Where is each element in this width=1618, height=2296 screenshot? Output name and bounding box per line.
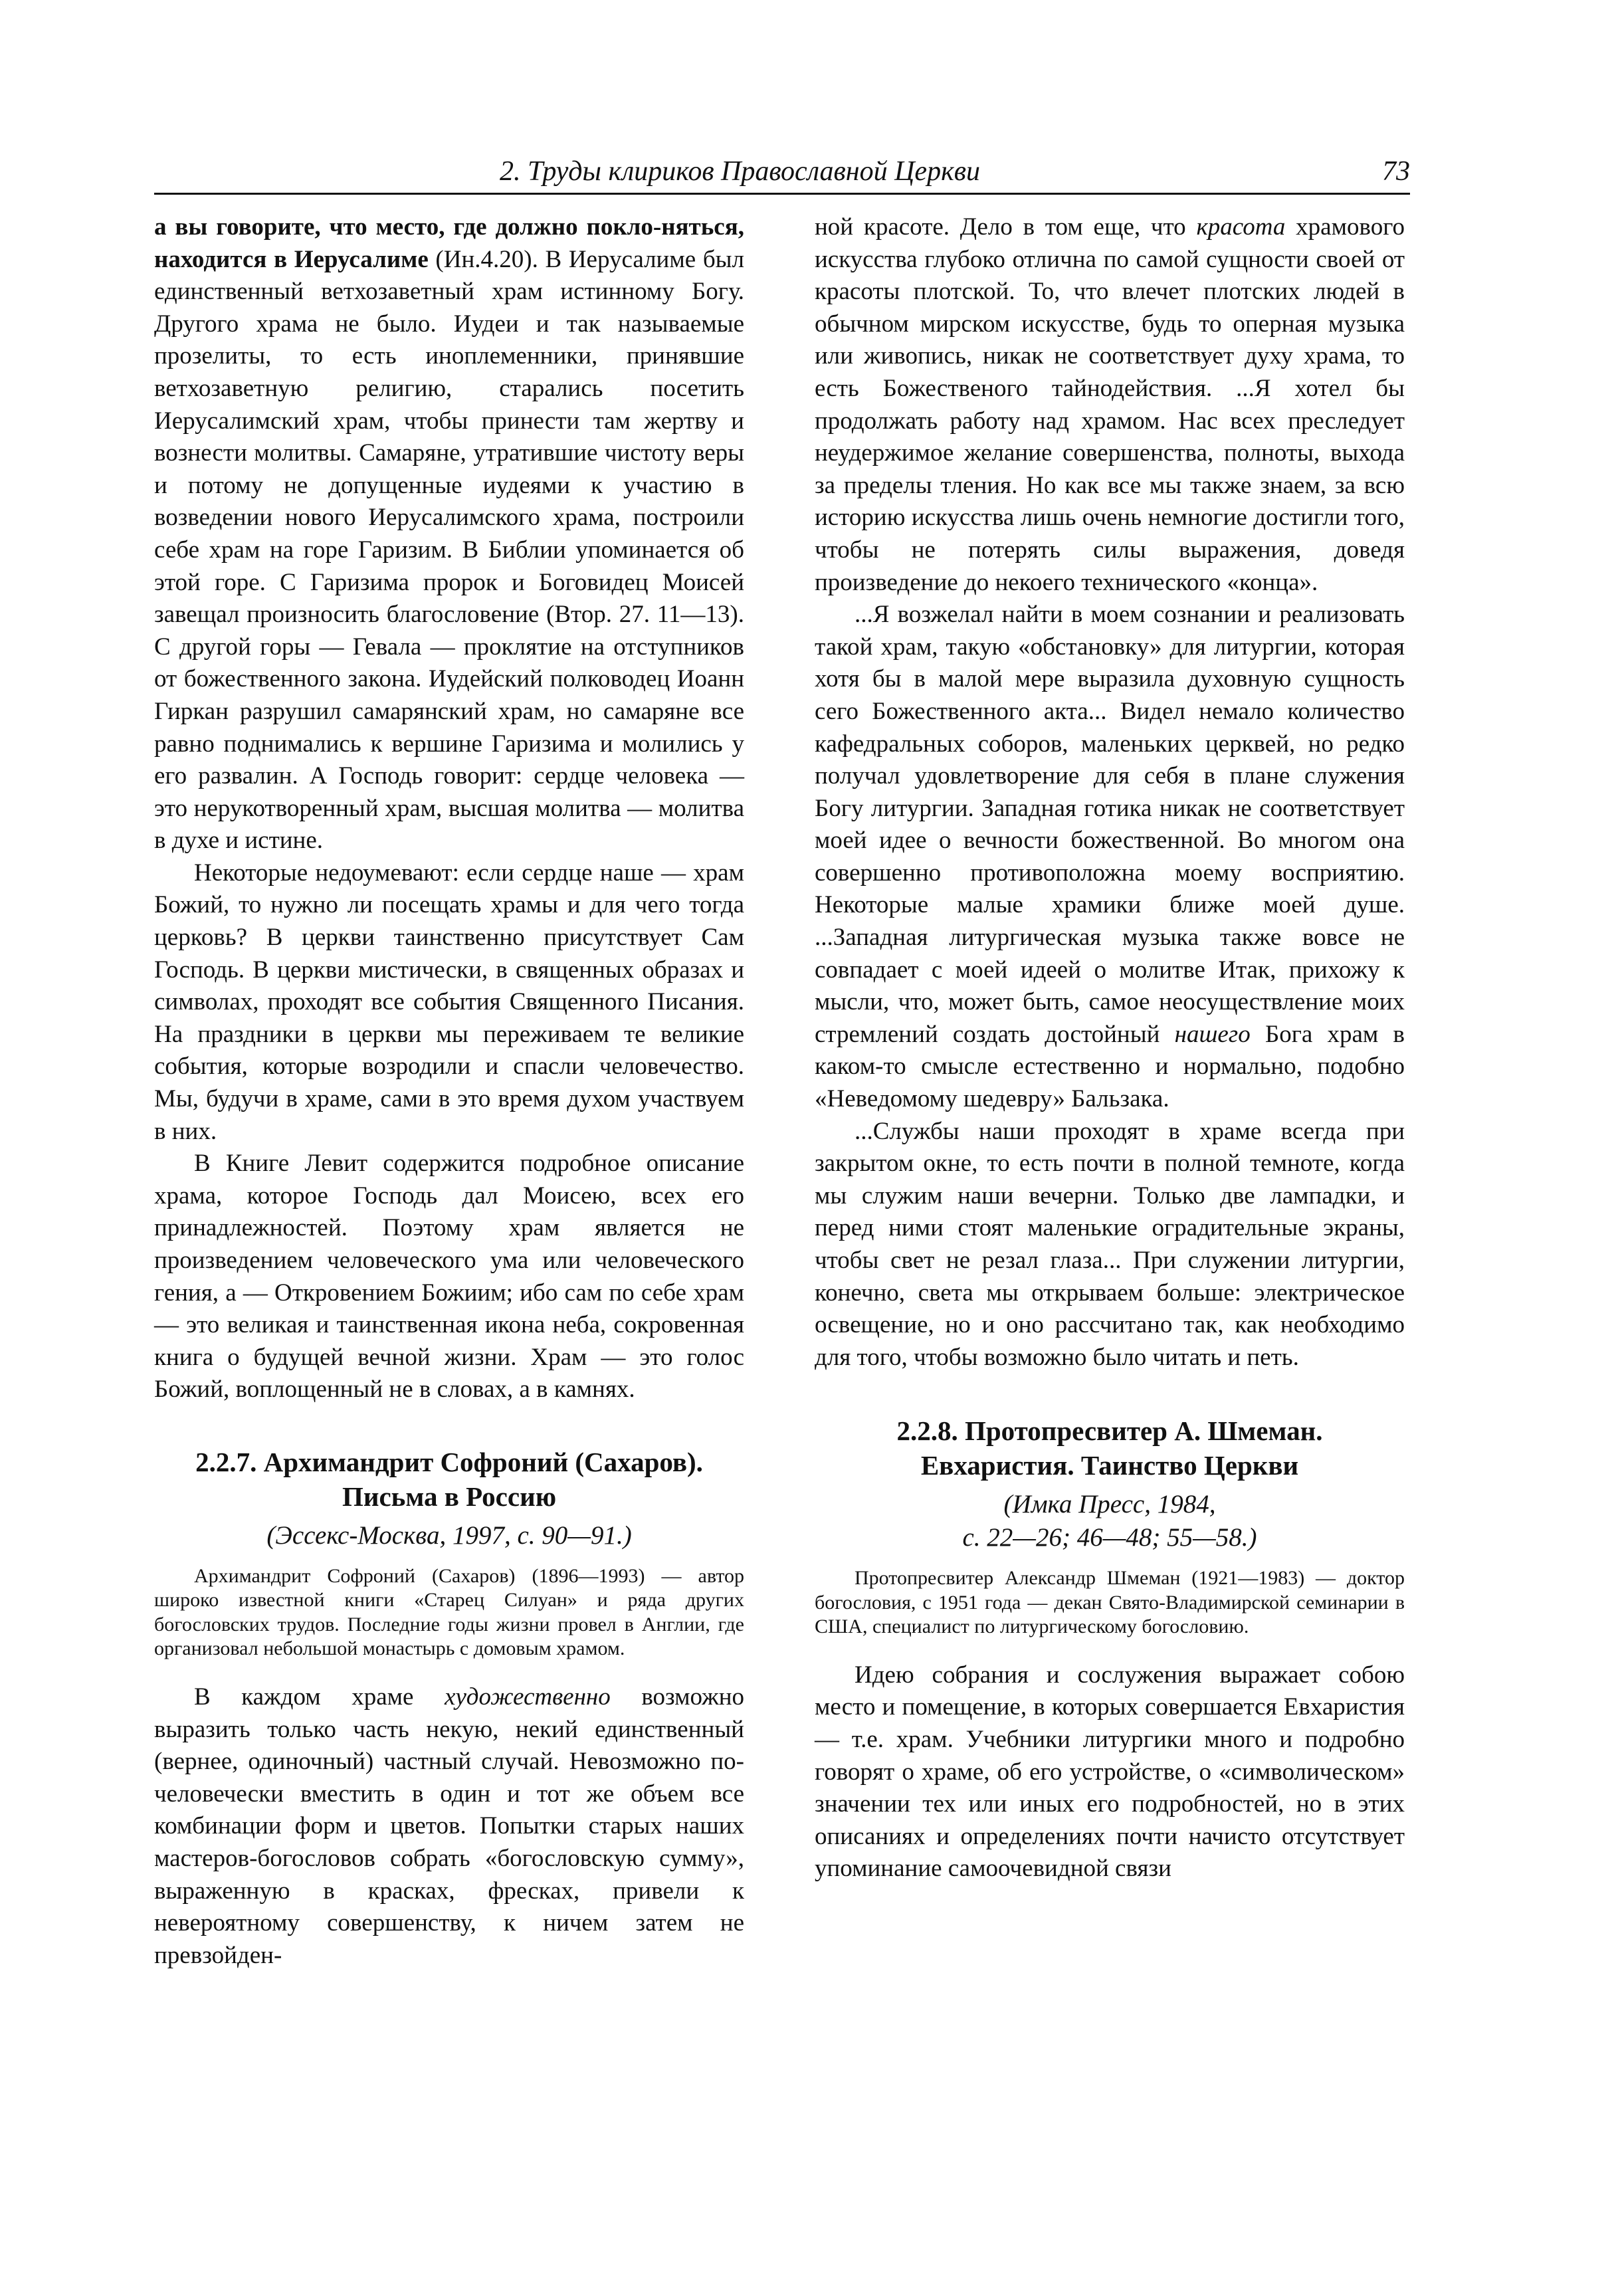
paragraph-text: В каждом храме — [194, 1683, 445, 1711]
paragraph — [815, 211, 1405, 599]
running-header — [154, 150, 1410, 195]
paragraph — [154, 211, 744, 857]
paragraph-text: Бога храм в каком-то смысле естественно и нормально, подобно «Неведомому шедевру» Бальзака. — [815, 1020, 1405, 1113]
section-heading: Евхаристия. Таинство Церкви — [920, 1450, 1299, 1481]
section-source: (Эссекс-Москва, 1997, с. 90—91.) — [266, 1520, 632, 1550]
italic-word: нашего — [1174, 1020, 1251, 1048]
paragraph: Идею собрания и сослужения выражает собою место и помещение, в которых совершается Евхаристия — т.е. храм. Учебники литургики много и подробно говорят о храме, об его устройстве, о «символическом» значении тех или иных его подробностей, но в этих описаниях и определениях почти начисто отсутствует упоминание самоочевидной связи — [815, 1661, 1405, 1883]
paragraph: В Книге Левит содержится подробное описание храма, которое Господь дал Моисею, всех его принадлежностей. Поэтому храм является не произведением человеческого ума или человеческого гения, а — Откровением Божиим; ибо сам по себе храм — это великая и таинственная икона неба, сокровенная книга о будущей вечной жизни. Храм — это голос Божий, воплощенный не в словах, а в камнях. — [154, 1150, 744, 1404]
paragraph-text: храмового искусства глубоко отлична по самой сущности своей от красоты плотской. То, что влечет плотских людей в обычном мирском искусстве, будь то оперная музыка или живопись, никак не соответствует духу храма, то есть Божественого тайнодействия. ...Я хотел бы продолжать работу над храмом. Нас всех преследует неудержимое желание совершенства, полноты, выхода за пределы тления. Но как все мы также знаем, за всю историю искусства лишь очень немногие достигли того, чтобы не потерять силы выражения, доведя произведение до некоего технического «конца». — [815, 213, 1405, 596]
running-head-title: 2. Труды клириков Православной Церкви — [500, 156, 980, 187]
page-number: 73 — [1382, 156, 1410, 187]
bold-quote: а вы говорите, что место, где должно покло-няться, находится в Иерусалиме — [154, 213, 744, 273]
section-heading: 2.2.8. Протопресвитер А. Шмеман. — [896, 1415, 1323, 1447]
section-heading: Письма в Россию — [342, 1481, 557, 1512]
paragraph-text: ...Я возжелал найти в моем сознании и реализовать такой храм, такую «обстановку» для литургии, которая хотя бы в малой мере выразила духовную сущность сего Божественного акта... Видел немало количество кафедральных соборов, маленьких церквей, но редко получал удовлетворение для себя в плане служения Богу литургии. Западная готика никак не соответствует моей идее о вечности божественной. Во многом она совершенно противоположна моему восприятию. Некоторые малые храмики ближе моей душе. ...Западная литургическая музыка также вовсе не совпадает с моей идеей о молитве Итак, прихожу к мысли, что, может быть, самое неосуществление моих стремлений создать достойный — [815, 601, 1405, 1048]
section-source: с. 22—26; 46—48; 55—58.) — [962, 1523, 1257, 1552]
paragraph: Некоторые недоумевают: если сердце наше — храм Божий, то нужно ли посещать храмы и для чего тогда церковь? В церкви таинственно присутствует Сам Господь. В церкви мистически, в священных образах и символах, проходят все события Священного Писания. На праздники в церкви мы переживаем те великие события, которые возродили и спасли человечество. Мы, будучи в храме, сами в это время духом участвуем в них. — [154, 859, 744, 1145]
paragraph — [815, 599, 1405, 1116]
left-column — [154, 211, 744, 1972]
section-source: (Имка Пресс, 1984, — [1003, 1490, 1216, 1519]
author-bio: Протопресвитер Александр Шмеман (1921—1983) — доктор богословия, с 1951 года — декан Свято-Владимирской семинарии в США, специалист по литургическому богословию. — [815, 1567, 1405, 1638]
section-heading: 2.2.7. Архимандрит Софроний (Сахаров). — [195, 1446, 703, 1477]
italic-word: красота — [1196, 213, 1286, 241]
author-bio: Архимандрит Софроний (Сахаров) (1896—1993) — автор широко известной книги «Старец Силуан» и ряда других богословских трудов. Последние годы жизни провел в Англии, где организовал небольшой монастырь с домовым храмом. — [154, 1564, 744, 1660]
paragraph-text: (Ин.4.20). В Иерусалиме был единственный ветхозаветный храм истинному Богу. Другого храма не было. Иудеи и так называемые прозелиты, то есть иноплеменники, принявшие ветхозаветную религию, старались посетить Иерусалимский храм, чтобы принести там жертву и вознести молитвы. Самаряне, утратившие чистоту веры и потому не допущенные иудеями к участию в возведении нового Иерусалимского храма, построили себе храм на горе Гаризим. В Библии упоминается об этой горе. С Гаризима пророк и Боговидец Моисей завещал произносить благословение (Втор. 27. 11—13). С другой горы — Гевала — проклятие на отступников от божественного закона. Иудейский полководец Иоанн Гиркан разрушил самарянский храм, но самаряне все равно поднимались к вершине Гаризима и молились у его развалин. А Господь говорит: сердце человека — это нерукотворенный храм, высшая молитва — молитва в духе и истине. — [154, 245, 744, 855]
right-column — [815, 211, 1405, 1885]
italic-word: художественно — [445, 1683, 611, 1711]
paragraph-text: ной красоте. Дело в том еще, что — [815, 213, 1197, 241]
paragraph-text: возможно выразить только часть некую, некий единственный (вернее, одиночный) частный случай. Невозможно по-человечески вместить в один и тот же объем все комбинации форм и цветов. Попытки старых наших мастеров-богословов собрать «богословскую сумму», выраженную в красках, фресках, привели к невероятному совершенству, к ничем затем не превзойден- — [154, 1683, 745, 1969]
paragraph: ...Службы наши проходят в храме всегда при закрытом окне, то есть почти в полной темноте, когда мы служим наши вечерни. Только две лампадки, и перед ними стоят маленькие оградительные экраны, чтобы свет не резал глаза... При служении литургии, конечно, света мы открываем больше: электрическое освещение, но и оно рассчитано так, как необходимо для того, чтобы возможно было читать и петь. — [815, 1117, 1405, 1371]
paragraph — [154, 1681, 744, 1972]
